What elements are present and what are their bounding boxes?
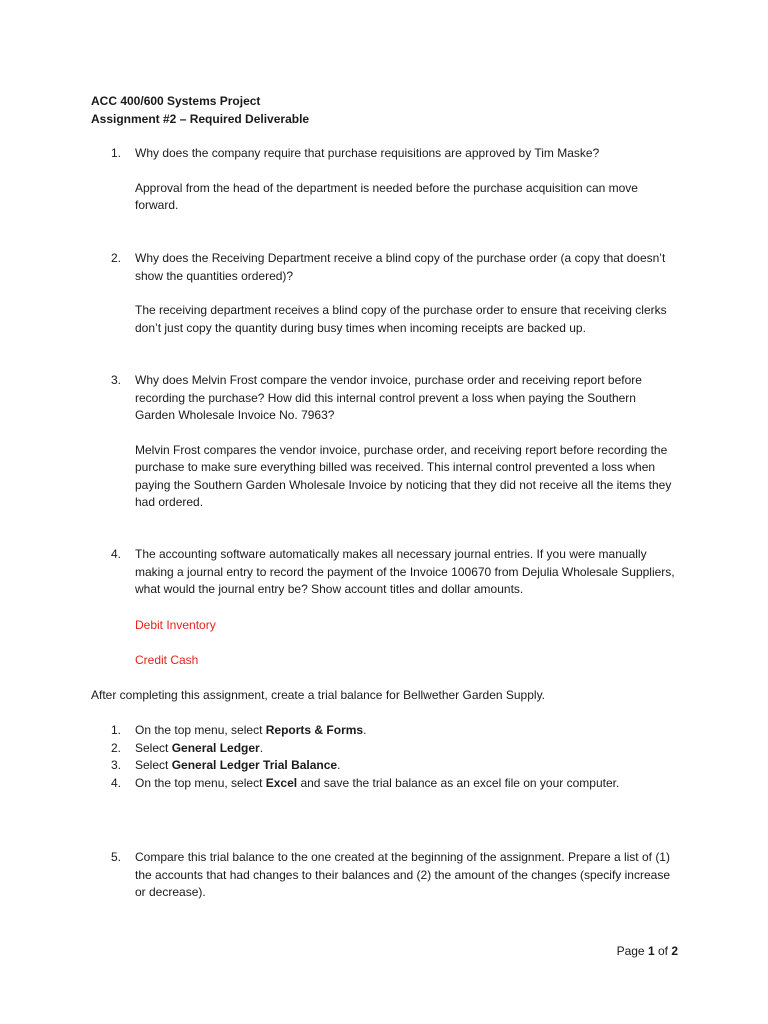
page-number: Page 1 of 2	[616, 944, 678, 958]
question-4	[91, 546, 691, 599]
question-3	[91, 372, 691, 512]
step-text: On the top menu, select Reports & Forms.	[135, 723, 367, 737]
answer-text: Melvin Frost compares the vendor invoice, purchase order, and receiving report before recording the purchase to make sure everything billed was received. This internal control prevented a loss when paying the Southern Garden Wholesale Invoice by noticing that they did not receive all the items they had ordered.	[135, 442, 672, 509]
step-number: 3.	[111, 758, 122, 772]
instructions-intro: After completing this assignment, create a trial balance for Bellwether Garden Supply.	[91, 688, 546, 702]
question-1	[91, 145, 691, 215]
step-text: Select General Ledger.	[135, 740, 264, 755]
step-number: 1.	[111, 723, 122, 737]
question-2	[91, 250, 691, 337]
answer-debit: Debit Inventory	[135, 618, 216, 632]
step-item	[91, 775, 691, 793]
answer-text: The receiving department receives a blind copy of the purchase order to ensure that receiving clerks don’t just copy the quantity during busy times when incoming receipts are backed up.	[135, 303, 667, 335]
question-number: 4.	[111, 547, 122, 561]
step-number: 4.	[111, 775, 122, 790]
step-item	[91, 722, 691, 740]
question-text: Why does Melvin Frost compare the vendor invoice, purchase order and receiving report before recording the purchase? How did this internal control prevent a loss when paying the Southern Garden Wholesale Invoice No. 7963?	[135, 373, 642, 422]
step-text: Select General Ledger Trial Balance.	[135, 758, 341, 772]
document-header	[91, 93, 691, 128]
step-text: On the top menu, select Excel and save the trial balance as an excel file on your computer.	[135, 775, 620, 790]
step-item	[91, 757, 691, 775]
question-text: Compare this trial balance to the one created at the beginning of the assignment. Prepare a list of (1) the accounts that had changes to their balances and (2) the amount of the changes (specify increase or decrease).	[135, 850, 671, 899]
question-text: Why does the company require that purchase requisitions are approved by Tim Maske?	[135, 146, 600, 160]
question-text: Why does the Receiving Department receive a blind copy of the purchase order (a copy that doesn’t show the quantities ordered)?	[135, 251, 666, 283]
question-number: 3.	[111, 373, 122, 387]
question-number: 1.	[111, 146, 122, 160]
question-number: 5.	[111, 850, 122, 864]
assignment-title: Assignment #2 – Required Deliverable	[91, 111, 310, 126]
step-number: 2.	[111, 740, 122, 755]
answer-credit: Credit Cash	[135, 653, 199, 667]
question-5	[91, 849, 691, 902]
answer-text: Approval from the head of the department is needed before the purchase acquisition can move forward.	[135, 180, 638, 212]
question-number: 2.	[111, 251, 122, 265]
steps-list	[91, 722, 691, 792]
step-item	[91, 740, 691, 758]
course-title: ACC 400/600 Systems Project	[91, 94, 261, 108]
question-text: The accounting software automatically makes all necessary journal entries. If you were manually making a journal entry to record the payment of the Invoice 100670 from Dejulia Wholesale Suppliers, what would the journal entry be? Show account titles and dollar amounts.	[135, 547, 675, 596]
